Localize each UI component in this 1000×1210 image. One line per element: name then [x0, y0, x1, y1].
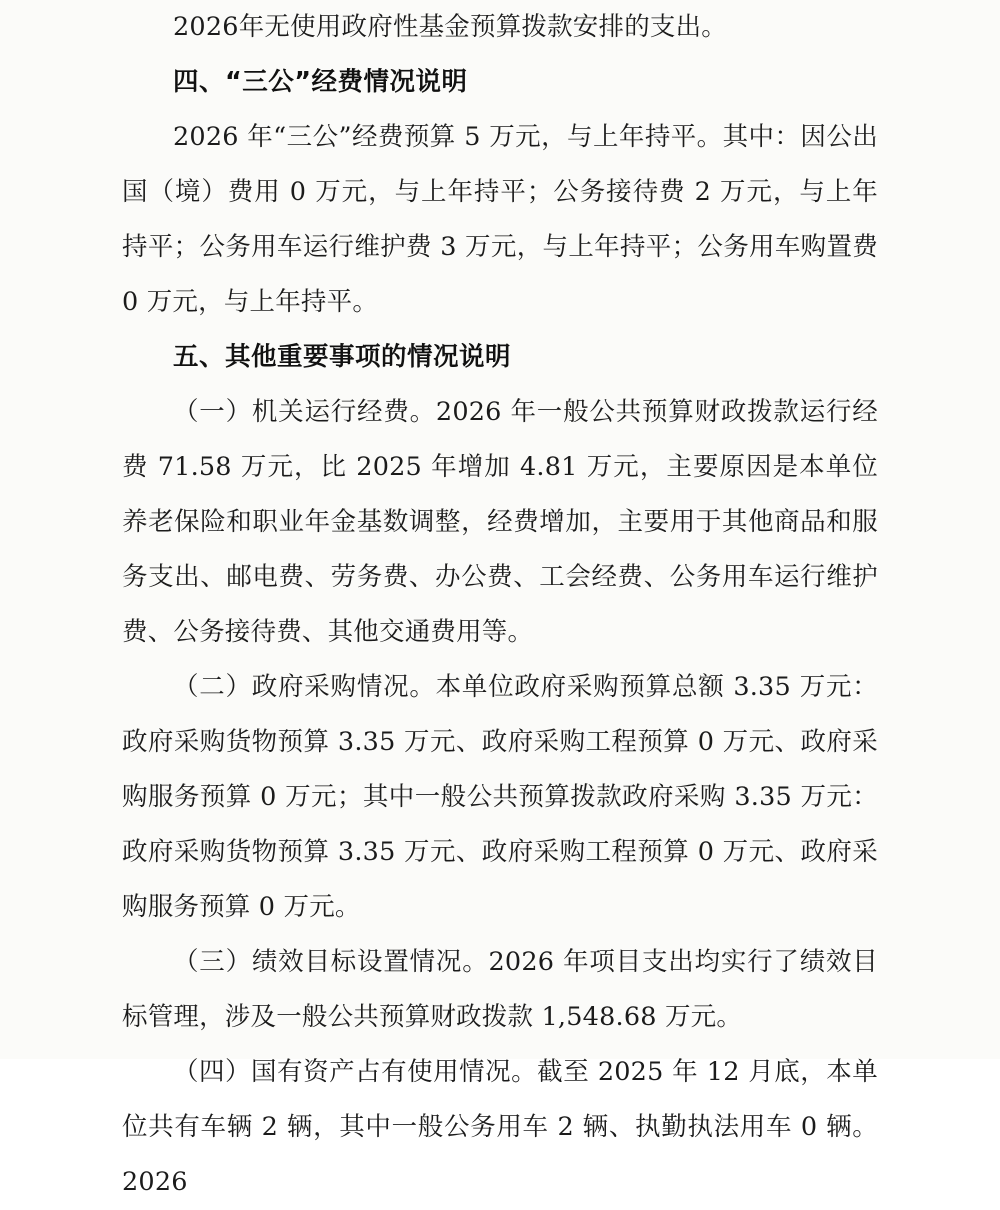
paragraph-item-one-agency-operating-funds: （一）机关运行经费。2026 年一般公共预算财政拨款运行经费 71.58 万元，比 2025 年增加 4.81 万元，主要原因是本单位养老保险和职业年金基数调整，经费增加，主要用于其他商品和服务支出、邮电费、劳务费、办公费、工会经费、公务用车运行维护费、公务接待费、其他交通费用等。 — [122, 397, 878, 647]
heading-section-five: 五、其他重要事项的情况说明 — [173, 342, 512, 372]
paragraph-fund-budget-note: 2026年无使用政府性基金预算拨款安排的支出。 — [173, 12, 727, 42]
document-body — [122, 0, 878, 1210]
paragraph-item-three-performance-targets: （三）绩效目标设置情况。2026 年项目支出均实行了绩效目标管理，涉及一般公共预算财政拨款 1,548.68 万元。 — [122, 947, 878, 1032]
heading-section-four: 四、“三公”经费情况说明 — [173, 67, 468, 97]
paragraph-item-two-government-procurement: （二）政府采购情况。本单位政府采购预算总额 3.35 万元：政府采购货物预算 3.35 万元、政府采购工程预算 0 万元、政府采购服务预算 0 万元；其中一般公共预算拨款政府采购 3.35 万元：政府采购货物预算 3.35 万元、政府采购工程预算 0 万元、政府采购服务预算 0 万元。 — [122, 672, 878, 922]
paragraph-item-four-state-owned-assets: （四）国有资产占有使用情况。截至 2025 年 12 月底，本单位共有车辆 2 辆，其中一般公务用车 2 辆、执勤执法用车 0 辆。2026 — [122, 1057, 878, 1197]
paragraph-three-public-expenses: 2026 年“三公”经费预算 5 万元，与上年持平。其中：因公出国（境）费用 0 万元，与上年持平；公务接待费 2 万元，与上年持平；公务用车运行维护费 3 万元，与上年持平；公务用车购置费 0 万元，与上年持平。 — [122, 122, 878, 317]
